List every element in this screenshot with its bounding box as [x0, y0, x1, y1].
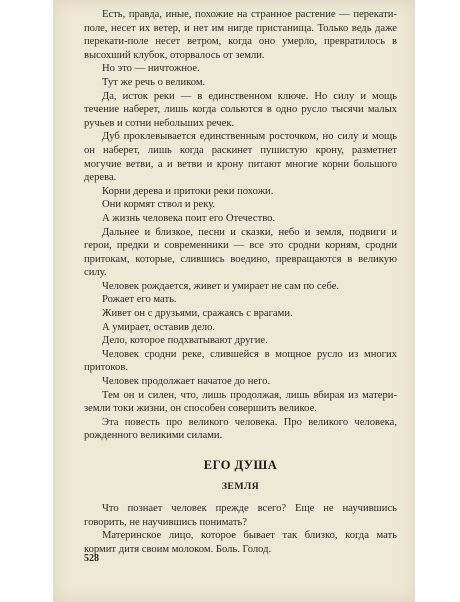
paragraph: Они кормят ствол и реку. [102, 199, 216, 211]
paragraph: Человек сродни реке, слившейся в мощное русло из многих притоков. [84, 348, 397, 374]
paragraph: Живет он с друзьями, сражаясь с врагами. [102, 308, 293, 320]
section-subtitle: ЗЕМЛЯ [221, 481, 260, 492]
paragraph: Человек продолжает начатое до него. [102, 376, 271, 388]
paragraph: Что познает человек прежде всего? Еще не научившись говорить, не научившись понимать? [84, 503, 397, 528]
paragraph: А жизнь человека поит его Отечество. [102, 212, 276, 224]
paragraph: Человек рождается, живет и умирает не сам по себе. [102, 280, 340, 292]
paragraph: Дальнее и близкое, песни и сказки, небо и земля, подвиги и герои, предки и современники — все это сродни корням, сродни притокам, которые, слившись воедино, превращаются в великую силу. [84, 226, 397, 279]
main-text [84, 8, 397, 443]
section-title: ЕГО ДУША [203, 458, 278, 472]
paragraph: Материнское лицо, которое бывает так близко, когда мать кормит дитя своим молоком. Боль. Голод. [84, 530, 397, 555]
paragraph: Дуб проклевывается единственным росточком, но силу и мощь он наберет, лишь когда раскинет пушистую крону, разметнет могучие ветви, а и ветви и крону питают многие корни большого дерева. [84, 131, 397, 184]
paragraph: Рожает его мать. [102, 294, 177, 306]
page-number: 528 [84, 553, 99, 564]
paragraph: Но это — ничтожное. [102, 63, 200, 75]
paragraph: Тем он и силен, что, лишь продолжая, лишь вбирая из матери-земли токи жизни, он способен совершить великое. [84, 389, 397, 415]
section-text [84, 502, 397, 556]
paragraph: Дело, которое подхватывают другие. [102, 335, 268, 347]
paragraph: Корни дерева и притоки реки похожи. [102, 185, 274, 197]
paragraph: Да, исток реки — в единственном ключе. Но силу и мощь течение наберет, лишь когда сольются в одно русло тысячи малых ручьев и сотни небольших речек. [84, 90, 397, 129]
paragraph: Есть, правда, иные, похожие на странное растение — перекати-поле, несет их ветер, и нет им нигде пристанища. Только ведь даже перекати-поле несет ветром, когда оно умерло, превратилось в высохший клубок, оторвалось от земли. [84, 9, 397, 61]
paragraph: Тут же речь о великом. [102, 76, 206, 88]
paragraph: А умирает, оставив дело. [102, 321, 216, 333]
paragraph: Эта повесть про великого человека. Про великого человека, рожденного великими силами. [84, 416, 397, 442]
